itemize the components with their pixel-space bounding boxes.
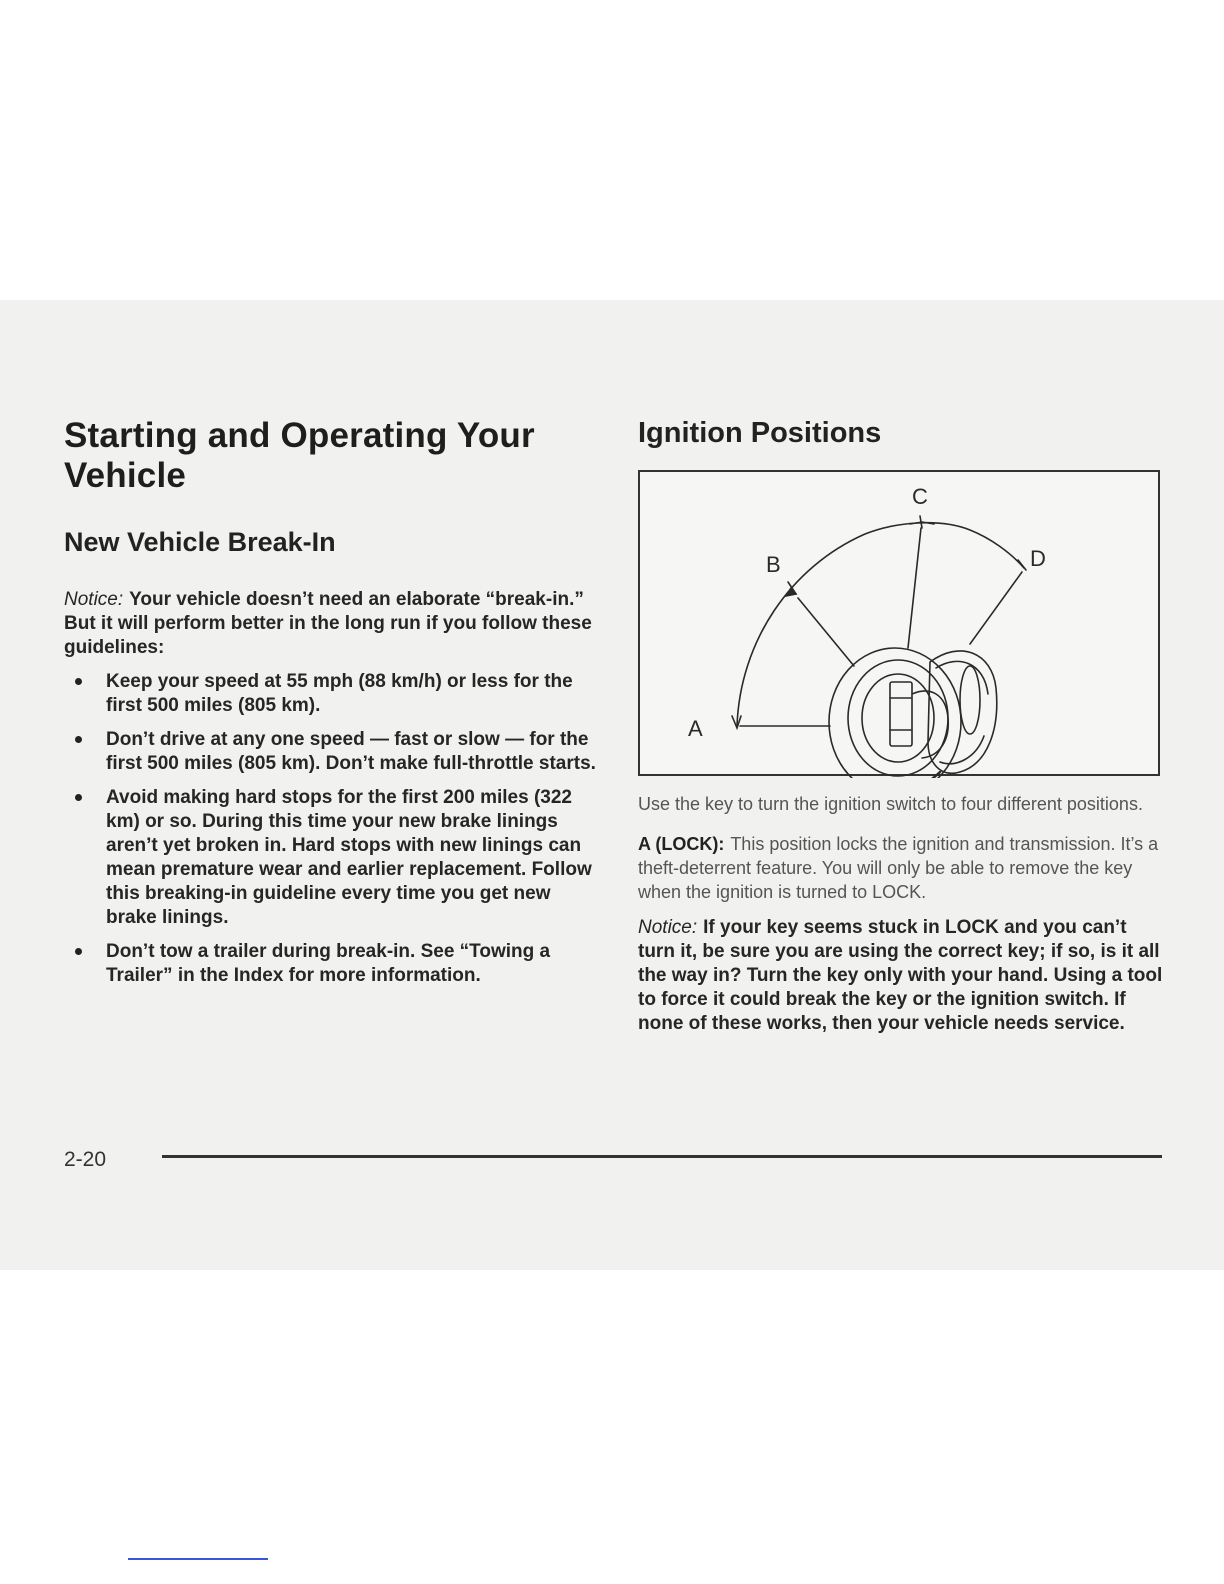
right-column — [638, 416, 1168, 1036]
lock-text: This position locks the ignition and transmission. It’s a theft-deterrent feature. You will only be able to remove the key when the ignition is turned to LOCK. — [638, 834, 1159, 902]
lock-position-description — [638, 832, 1168, 904]
section-title-break-in: New Vehicle Break-In — [64, 527, 336, 557]
label-d: D — [1030, 546, 1046, 571]
ignition-diagram — [638, 470, 1160, 776]
list-item — [64, 728, 604, 776]
ignition-intro: Use the key to turn the ignition switch to four different positions. — [638, 794, 1143, 814]
bullet-icon — [75, 736, 82, 743]
notice-label: Notice: — [64, 589, 124, 610]
bullet-icon — [75, 794, 82, 801]
notice-text: Your vehicle doesn’t need an elaborate “break-in.” But it will perform better in the long run if you follow these guidelines: — [64, 589, 592, 658]
list-item-text: Keep your speed at 55 mph (88 km/h) or less for the first 500 miles (805 km). — [106, 671, 573, 716]
footer-divider — [162, 1155, 1162, 1158]
notice-text: If your key seems stuck in LOCK and you can’t turn it, be sure you are using the correct key; if so, is it all the way in? Turn the key only with your hand. Using a tool to force it could break the key or the ignition switch. If none of these works, then your vehicle needs service. — [638, 917, 1163, 1034]
key-head — [928, 651, 997, 773]
page-number: 2-20 — [64, 1148, 107, 1171]
ignition-cylinder-inner — [862, 674, 934, 762]
pointer-line-d — [970, 572, 1022, 644]
bullet-icon — [75, 678, 82, 685]
label-c: C — [912, 484, 928, 509]
ignition-cylinder-rim — [848, 660, 948, 776]
pointer-line-c — [908, 528, 921, 648]
list-item — [64, 670, 604, 718]
list-item-text: Don’t drive at any one speed — fast or slow — for the first 500 miles (805 km). Don’t make full-throttle starts. — [106, 729, 596, 774]
page-title — [64, 416, 604, 496]
list-item-text: Don’t tow a trailer during break-in. See “Towing a Trailer” in the Index for more information. — [106, 941, 551, 986]
key-slot — [890, 682, 912, 746]
page-title-line-2: Vehicle — [64, 456, 187, 495]
notice-label: Notice: — [638, 917, 698, 938]
label-b: B — [766, 552, 781, 577]
key-head-slot — [960, 666, 980, 734]
left-column — [64, 416, 604, 998]
list-item-text: Avoid making hard stops for the first 200 miles (322 km) or so. During this time your new brake linings aren’t yet broken in. Hard stops with new linings can mean premature wear and earlier replacement. Follow this breaking-in guideline every time you get new brake linings. — [106, 787, 592, 928]
lock-term: A (LOCK): — [638, 834, 725, 854]
break-in-notice — [64, 588, 604, 660]
pointer-line-b — [798, 598, 854, 666]
label-a: A — [688, 716, 703, 741]
stuck-key-notice — [638, 916, 1168, 1036]
page-title-line-1: Starting and Operating Your — [64, 416, 535, 455]
bottom-link-underline — [128, 1558, 268, 1560]
section-title-ignition-positions: Ignition Positions — [638, 417, 882, 449]
bullet-icon — [75, 948, 82, 955]
ignition-switch-illustration-icon — [640, 472, 1162, 778]
break-in-guidelines-list — [64, 670, 604, 988]
list-item — [64, 786, 604, 930]
list-item — [64, 940, 604, 988]
tick-d — [1018, 560, 1026, 570]
